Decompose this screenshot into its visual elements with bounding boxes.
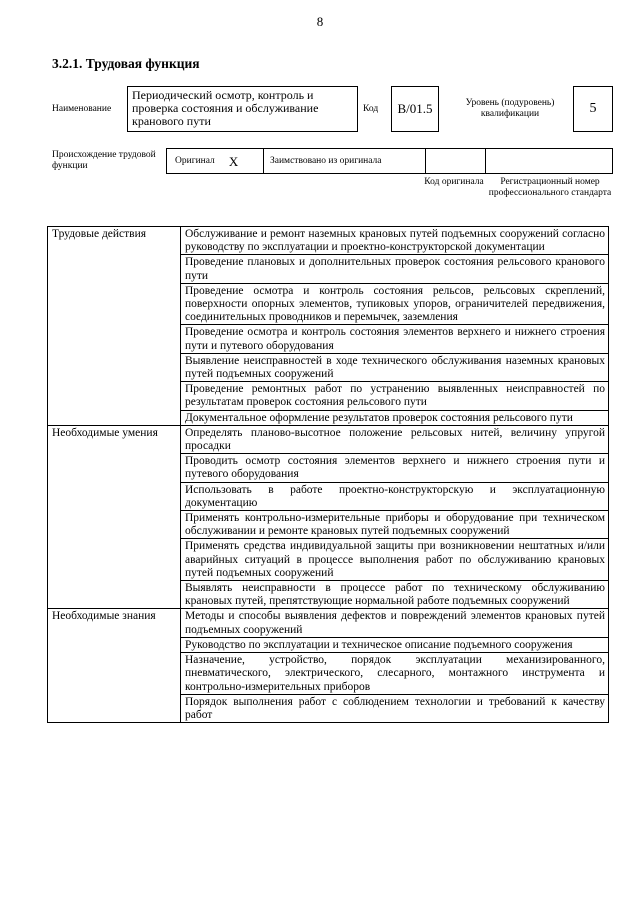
original-code-caption: Код оригинала	[424, 177, 484, 187]
function-name-box: Периодический осмотр, контроль и проверка состояния и обслуживание кранового пути	[127, 86, 358, 132]
table-row	[48, 425, 609, 453]
item-cell: Использовать в работе проектно-конструкторскую и эксплуатационную документацию	[181, 482, 609, 510]
item-cell: Обслуживание и ремонт наземных крановых путей подъемных сооружений согласно руководству по эксплуатации и проектно-конструкторской документации	[181, 227, 609, 255]
origin-reg-cell	[486, 149, 612, 173]
origin-borrowed-cell	[264, 149, 426, 173]
category-cell: Необходимые умения	[48, 425, 181, 609]
function-details-table	[47, 226, 609, 723]
origin-label: Происхождение трудовой функции	[52, 150, 156, 171]
code-box: B/01.5	[391, 86, 439, 132]
name-label: Наименование	[52, 104, 112, 114]
item-cell: Проведение осмотра и контроль состояния рельсов, рельсовых скреплений, поверхности опорных элементов, тупиковых упоров, ограничителей передвижения, соединительных проводников и перемычек, заземления	[181, 283, 609, 325]
item-cell: Применять средства индивидуальной защиты при возникновении нештатных и/или аварийных ситуаций в процессе выполнения работ по обслуживанию крановых путей подъемных сооружений	[181, 539, 609, 581]
item-cell: Назначение, устройство, порядок эксплуатации механизированного, пневматического, электрического, слесарного, монтажного инструмента и контрольно-измерительных приборов	[181, 653, 609, 695]
original-mark: X	[228, 153, 239, 169]
item-cell: Определять планово-высотное положение рельсовых нитей, величину упругой просадки	[181, 425, 609, 453]
item-cell: Документальное оформление результатов проверок состояния рельсового пути	[181, 410, 609, 425]
category-cell: Трудовые действия	[48, 227, 181, 426]
item-cell: Методы и способы выявления дефектов и повреждений элементов крановых путей подъемных сооружений	[181, 609, 609, 637]
item-cell: Проведение ремонтных работ по устранению выявленных неисправностей по результатам проверок состояния рельсового пути	[181, 382, 609, 410]
item-cell: Применять контрольно-измерительные приборы и оборудование при техническом обслуживании и ремонте крановых путей подъемных сооружений	[181, 511, 609, 539]
page-number: 8	[316, 14, 324, 29]
table-row	[48, 227, 609, 255]
table-row	[48, 609, 609, 637]
code-label: Код	[363, 104, 379, 114]
borrowed-label: Заимствовано из оригинала	[270, 155, 382, 166]
original-label: Оригинал	[175, 155, 215, 166]
item-cell: Проведение плановых и дополнительных проверок состояния рельсового кранового пути	[181, 255, 609, 283]
origin-code-cell	[426, 149, 486, 173]
category-cell: Необходимые знания	[48, 609, 181, 723]
origin-original-cell	[167, 149, 264, 173]
origin-row	[166, 148, 613, 174]
item-cell: Порядок выполнения работ с соблюдением технологии и требований к качеству работ	[181, 694, 609, 722]
item-cell: Проводить осмотр состояния элементов верхнего и нижнего строения пути и путевого оборудования	[181, 454, 609, 482]
registration-number-caption: Регистрационный номер профессионального стандарта	[488, 177, 612, 198]
item-cell: Проведение осмотра и контроль состояния элементов верхнего и нижнего строения пути и путевого оборудования	[181, 325, 609, 353]
qualification-level-label: Уровень (подуровень) квалификации	[465, 98, 555, 119]
item-cell: Руководство по эксплуатации и техническое описание подъемного сооружения	[181, 637, 609, 652]
section-title: 3.2.1. Трудовая функция	[52, 56, 200, 71]
item-cell: Выявлять неисправности в процессе работ по техническому обслуживанию крановых путей, препятствующие нормальной работе подъемных сооружений	[181, 581, 609, 609]
qualification-level-box: 5	[573, 86, 613, 132]
item-cell: Выявление неисправностей в ходе технического обслуживания наземных крановых путей подъемных сооружений	[181, 353, 609, 381]
